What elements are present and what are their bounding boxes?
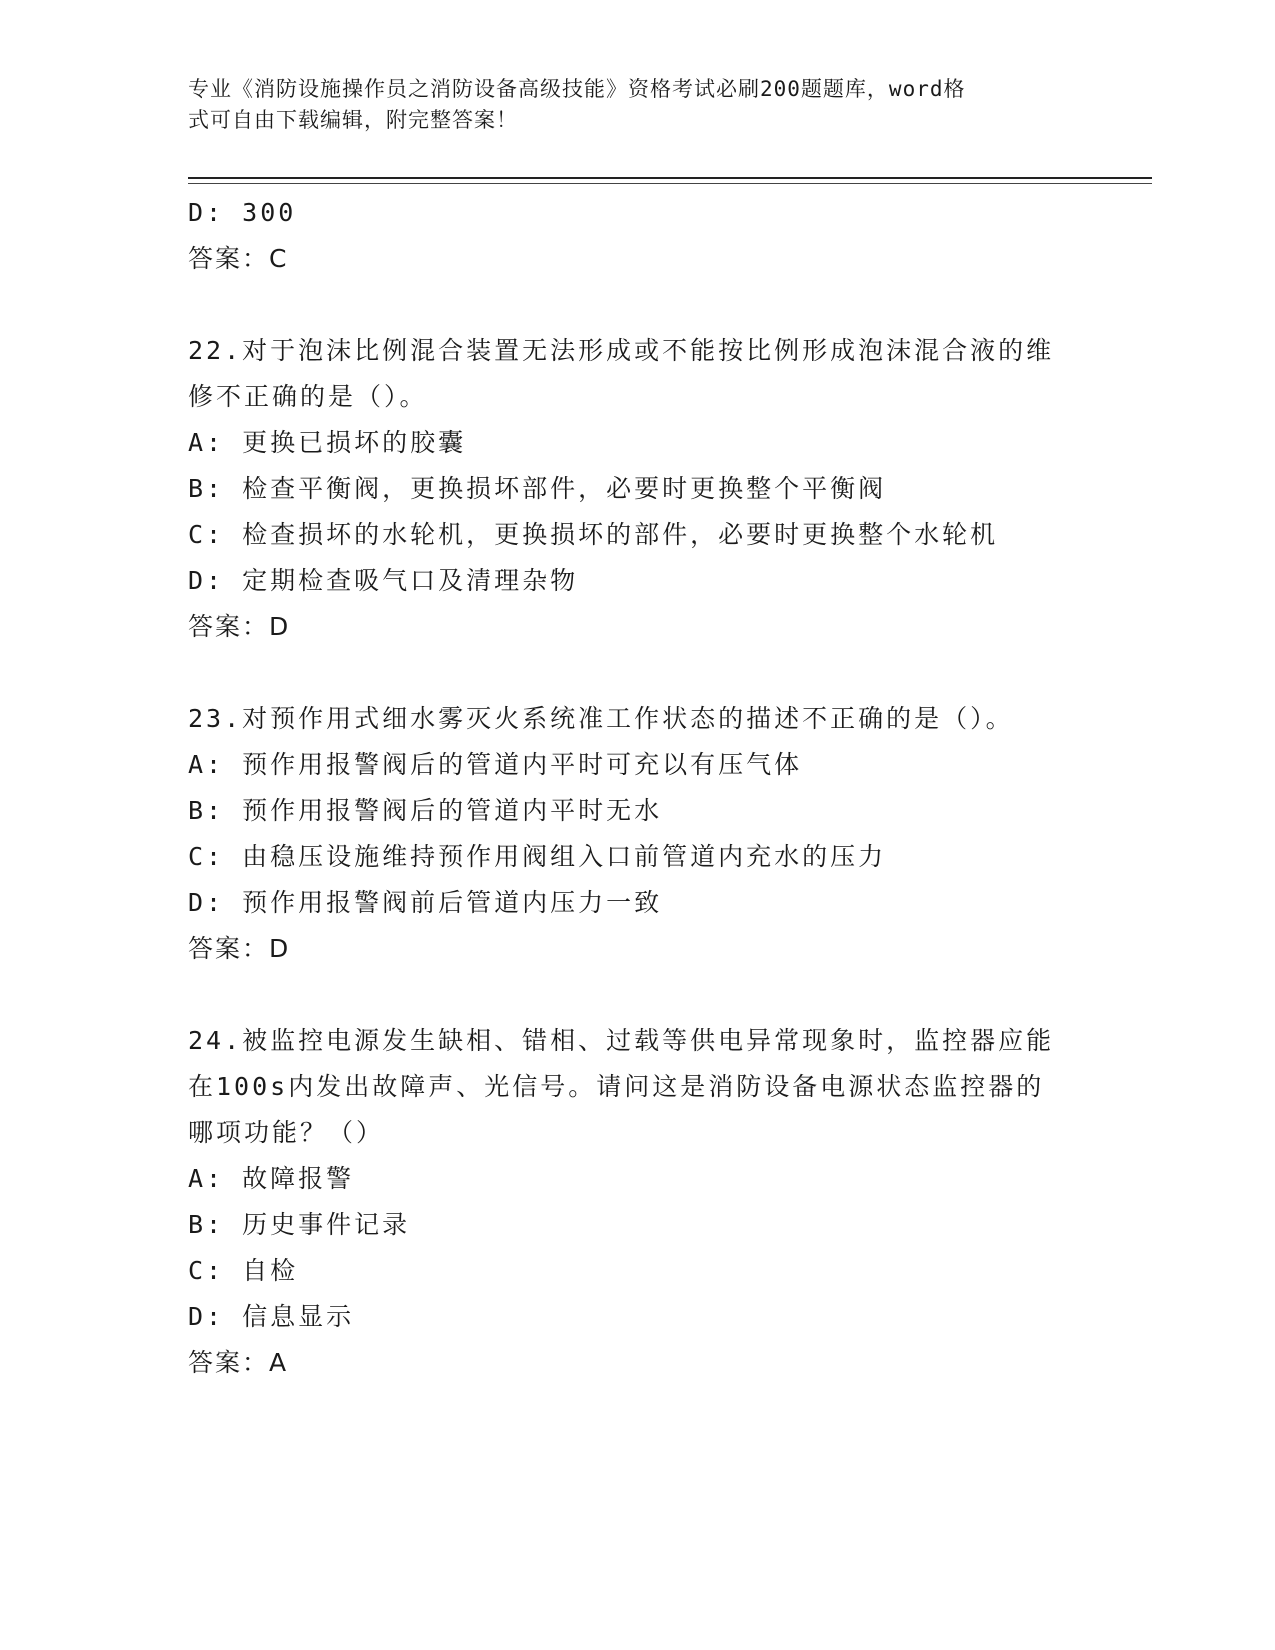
answer-line: 答案：A — [188, 1348, 289, 1377]
header-line-2: 式可自由下载编辑，附完整答案！ — [188, 108, 518, 132]
question-text-line: 哪项功能？（） — [188, 1118, 385, 1147]
option-a: A: 预作用报警阀后的管道内平时可充以有压气体 — [188, 750, 803, 779]
option-b: B: 检查平衡阀，更换损坏部件，必要时更换整个平衡阀 — [188, 474, 887, 503]
option-c: C: 检查损坏的水轮机，更换损坏的部件，必要时更换整个水轮机 — [188, 520, 999, 549]
document-header — [188, 74, 1068, 136]
spacer — [188, 972, 1088, 1018]
question-text-line: 24.被监控电源发生缺相、错相、过载等供电异常现象时，监控器应能 — [188, 1026, 1055, 1055]
question-22 — [188, 328, 1088, 650]
question-content — [188, 190, 1088, 1386]
answer-line: 答案：C — [188, 244, 289, 273]
answer-line: 答案：D — [188, 934, 291, 963]
question-text-line: 在100s内发出故障声、光信号。请问这是消防设备电源状态监控器的 — [188, 1072, 1045, 1101]
option-a: A: 故障报警 — [188, 1164, 355, 1193]
previous-question-tail — [188, 190, 1088, 282]
option-b: B: 历史事件记录 — [188, 1210, 411, 1239]
question-text-line: 22.对于泡沫比例混合装置无法形成或不能按比例形成泡沫混合液的维 — [188, 336, 1055, 365]
option-b: B: 预作用报警阀后的管道内平时无水 — [188, 796, 663, 825]
question-text-line: 修不正确的是（）。 — [188, 382, 428, 411]
spacer — [188, 650, 1088, 696]
header-divider-thick — [188, 177, 1152, 179]
option-a: A: 更换已损坏的胶囊 — [188, 428, 467, 457]
option-d: D: 信息显示 — [188, 1302, 355, 1331]
answer-line: 答案：D — [188, 612, 291, 641]
option-d: D: 定期检查吸气口及清理杂物 — [188, 566, 579, 595]
option-d: D: 300 — [188, 198, 297, 227]
header-divider-thin — [188, 183, 1152, 184]
question-text-line: 23.对预作用式细水雾灭火系统准工作状态的描述不正确的是（）。 — [188, 704, 1014, 733]
question-24 — [188, 1018, 1088, 1386]
option-d: D: 预作用报警阀前后管道内压力一致 — [188, 888, 663, 917]
spacer — [188, 282, 1088, 328]
option-c: C: 由稳压设施维持预作用阀组入口前管道内充水的压力 — [188, 842, 887, 871]
header-line-1: 专业《消防设施操作员之消防设备高级技能》资格考试必刷200题题库，word格 — [188, 77, 966, 101]
option-c: C: 自检 — [188, 1256, 299, 1285]
question-23 — [188, 696, 1088, 972]
